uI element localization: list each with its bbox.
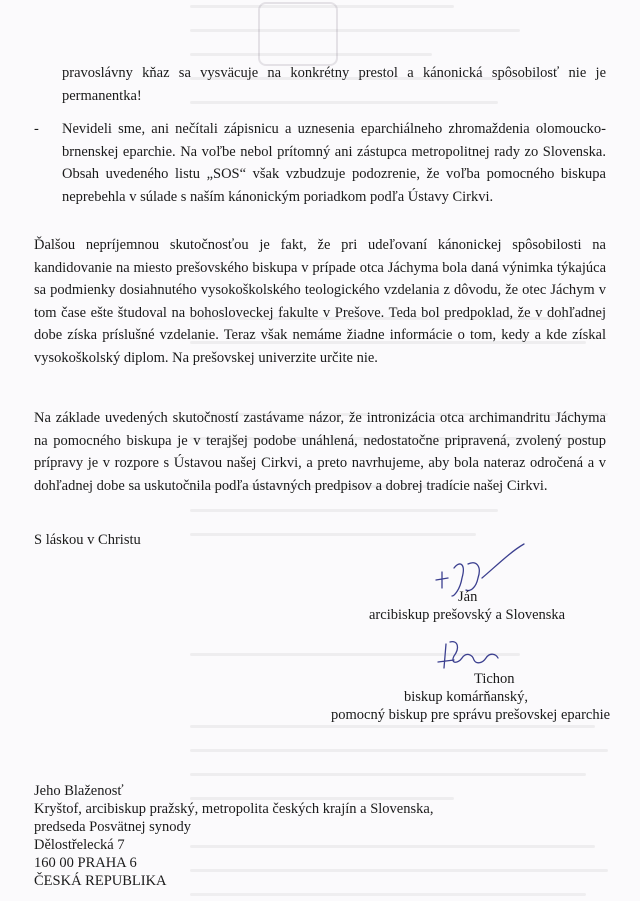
signatory-name: Ján xyxy=(458,589,478,605)
recipient-name: Kryštof, arcibiskup pražský, metropolita českých krajín a Slovenska, xyxy=(34,801,434,817)
signature-jan xyxy=(430,538,530,602)
signature-tichon xyxy=(432,634,512,674)
signatory-name: Tichon xyxy=(474,671,515,687)
bullet-item: Nevideli sme, ani nečítali zápisnicu a uznesenia eparchiálneho zhromaždenia olomoucko-brnenskej eparchie. Na voľbe nebol prítomný ani zástupca metropolitnej rady zo Slovenska. Obsah uvedeného listu „SOS“ však vzbudzuje podozrenie, že voľba pomocného biskupa neprebehla v súlade s naším kánonickým poriadkom podľa Ústavy Cirkvi. xyxy=(62,121,606,205)
bleed-through-seal xyxy=(258,2,338,66)
body-paragraph: Na základe uvedených skutočností zastávame názor, že intronizácia otca archimandritu Jáchyma na pomocného biskupa je v terajšej podobe unáhlená, nedostatočne pripravená, zvolený postup prípravy je v rozpore s Ústavou našej Cirkvi, a preto navrhujeme, aby bola nateraz odročená a v dohľadnej dobe sa uskutočnila podľa ústavných predpisov a dobrej tradície našej Cirkvi. xyxy=(34,410,606,494)
recipient-street: Dělostřelecká 7 xyxy=(34,837,125,853)
closing-salutation: S láskou v Christu xyxy=(34,532,141,548)
bullet-item-continuation: pravoslávny kňaz sa vysväcuje na konkrétny prestol a kánonická spôsobilosť nie je permanentka! xyxy=(62,65,606,104)
bullet-marker: - xyxy=(34,121,39,137)
recipient-city: 160 00 PRAHA 6 xyxy=(34,855,137,871)
recipient-salutation: Jeho Blaženosť xyxy=(34,783,124,799)
signatory-title: arcibiskup prešovský a Slovenska xyxy=(369,607,566,623)
signatory-title: pomocný biskup pre správu prešovskej eparchie xyxy=(331,707,611,723)
signatory-title: biskup komárňanský, xyxy=(404,689,529,705)
body-paragraph: Ďalšou nepríjemnou skutočnosťou je fakt, že pri udeľovaní kánonickej spôsobilosti na kandidovanie na miesto prešovského biskupa v prípade otca Jáchyma bola daná výnimka týkajúca sa podmienky dosiahnutého vysokoškolského teologického vzdelania z dôvodu, že otec Jáchym v tom čase ešte študoval na bohosloveckej fakulte v Prešove. Teda bol predpoklad, že v dohľadnej dobe získa príslušné vzdelanie. Teraz však nemáme žiadne informácie o tom, kedy a kde získal vysokoškolský diplom. Na prešovskej univerzite určite nie. xyxy=(34,237,606,366)
recipient-role: predseda Posvätnej synody xyxy=(34,819,192,835)
recipient-country: ČESKÁ REPUBLIKA xyxy=(34,873,167,889)
